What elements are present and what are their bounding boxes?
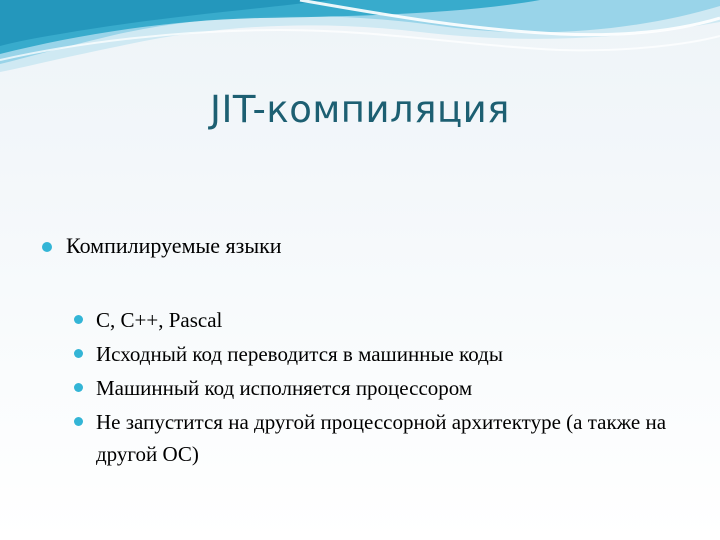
level2-text: Исходный код переводится в машинные коды — [96, 342, 503, 366]
level2-text: Машинный код исполняется процессором — [96, 376, 473, 400]
level2-item — [68, 406, 696, 470]
level2-list — [36, 304, 696, 470]
bullet-dot-icon — [74, 417, 83, 426]
bullet-dot-icon — [74, 349, 83, 358]
level2-text: C, C++, Pascal — [96, 308, 223, 332]
level2-item — [68, 372, 696, 404]
level1-item — [36, 228, 696, 264]
bullet-dot-icon — [74, 383, 83, 392]
bullet-content — [36, 228, 696, 472]
slide-title: JIT-компиляция — [210, 88, 510, 131]
level2-item — [68, 304, 696, 336]
level1-text: Компилируемые языки — [66, 233, 282, 258]
bullet-dot-icon — [42, 242, 52, 252]
bullet-dot-icon — [74, 315, 83, 324]
level2-text: Не запустится на другой процессорной архитектуре (а также на другой ОС) — [96, 410, 667, 466]
level2-item — [68, 338, 696, 370]
